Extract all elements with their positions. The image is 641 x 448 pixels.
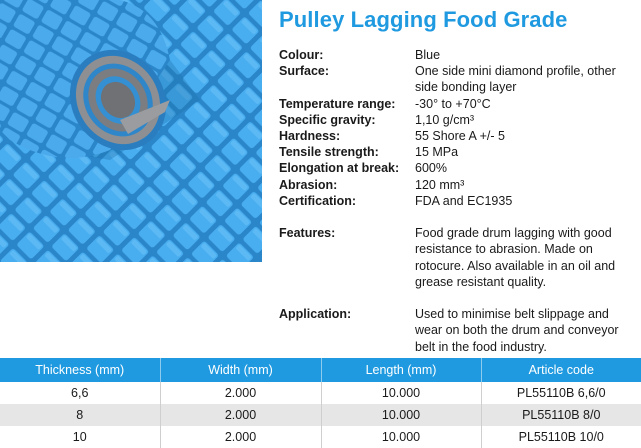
lagging-roll-illustration [0,0,262,262]
spec-label: Abrasion: [279,177,338,192]
table-cell: PL55110B 8/0 [481,404,641,426]
spec-row-surface [279,63,639,95]
spec-row-elongation [279,160,639,176]
spec-row-features [279,225,639,290]
column-header-width: Width (mm) [160,358,321,382]
table-cell: 2.000 [160,382,321,404]
table-cell: 10.000 [321,404,481,426]
table-row [0,426,641,448]
spec-list [279,47,639,355]
spec-value: 15 MPa [415,145,459,160]
spec-label: Hardness: [279,129,341,144]
spec-value: 120 mm³ [415,177,465,192]
table-cell: 6,6 [0,382,160,404]
table-cell: 10.000 [321,426,481,448]
spec-label: Specific gravity: [279,112,376,127]
spec-value: 1,10 g/cm³ [415,112,475,127]
spec-value: Food grade drum lagging with good resistance to abrasion. Made on rotocure. Also available in an oil and grease resistant quality. [415,226,616,289]
table-header-row [0,358,641,382]
spec-label: Tensile strength: [279,145,379,160]
table-cell: 8 [0,404,160,426]
spec-value: Blue [415,48,441,62]
product-image [0,0,262,262]
column-header-length: Length (mm) [321,358,481,382]
spec-label: Colour: [279,48,324,62]
table-row [0,382,641,404]
spec-label: Surface: [279,64,330,79]
column-header-thickness: Thickness (mm) [0,358,160,382]
spec-label: Application: [279,307,352,322]
spec-row-hardness [279,128,639,144]
spec-value: -30° to +70°C [415,96,491,111]
column-header-article-code: Article code [481,358,641,382]
product-title: Pulley Lagging Food Grade [279,7,568,32]
spec-value: One side mini diamond profile, other side bonding layer [415,64,616,95]
spacer [279,209,639,225]
spec-row-application [279,306,639,355]
spec-row-colour [279,47,639,63]
table-cell: 10 [0,426,160,448]
table-cell: 10.000 [321,382,481,404]
spec-value: Used to minimise belt slippage and wear on both the drum and conveyor belt in the food industry. [415,307,619,354]
spec-row-gravity [279,112,639,128]
spec-label: Temperature range: [279,96,396,111]
spec-label: Elongation at break: [279,161,400,176]
table-cell: PL55110B 6,6/0 [481,382,641,404]
table-cell: 2.000 [160,426,321,448]
spec-value: 600% [415,161,447,176]
product-table [0,358,641,448]
spacer [279,290,639,306]
spec-row-abrasion [279,177,639,193]
spec-value: 55 Shore A +/- 5 [415,129,505,144]
spec-label: Certification: [279,193,357,208]
spec-row-tensile [279,144,639,160]
spec-value: FDA and EC1935 [415,193,513,208]
spec-label: Features: [279,226,336,241]
spec-row-certification [279,193,639,209]
table-cell: 2.000 [160,404,321,426]
spec-row-temperature [279,96,639,112]
table-row [0,404,641,426]
table-cell: PL55110B 10/0 [481,426,641,448]
